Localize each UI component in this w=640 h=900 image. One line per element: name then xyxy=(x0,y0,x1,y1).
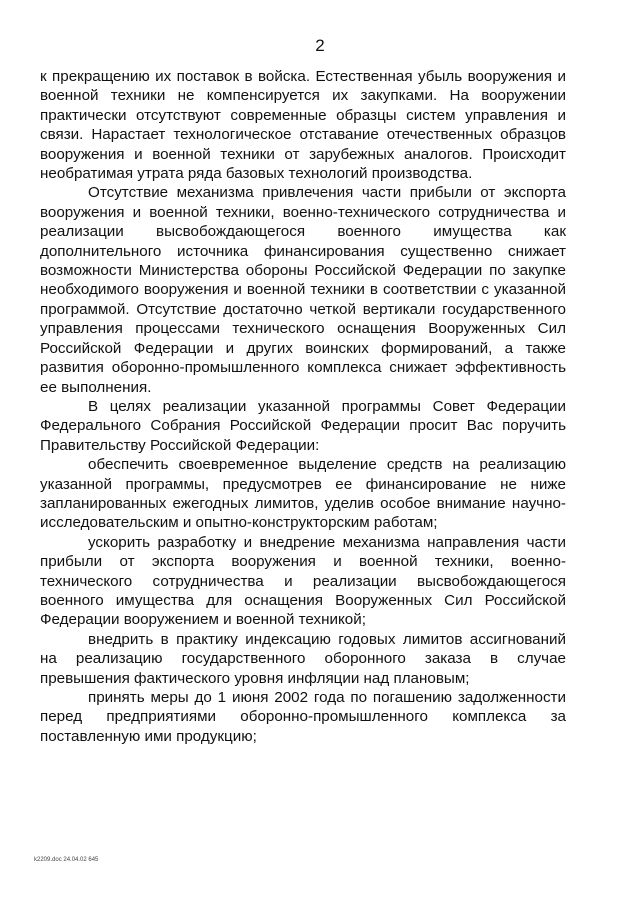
document-body xyxy=(40,67,566,746)
paragraph: к прекращению их поставок в войска. Естественная убыль вооружения и военной техники не компенсируется их закупками. На вооружении практически отсутствуют современные образцы систем управления и связи. Нарастает технологическое отставание отечественных образцов вооружения и военной техники от зарубежных аналогов. Происходит необратимая утрата ряда базовых технологий производства. xyxy=(40,68,566,183)
footer-file-reference: k2209.doc 24.04.02 645 xyxy=(34,857,99,863)
paragraph: внедрить в практику индексацию годовых лимитов ассигнований на реализацию государственного оборонного заказа в случае превышения фактического уровня инфляции над плановым; xyxy=(40,630,566,687)
paragraph: ускорить разработку и внедрение механизма направления части прибыли от экспорта вооружения и военной техники, военно-технического сотрудничества и реализации высвобождающегося военного имущества для оснащения Вооруженных Сил Российской Федерации вооружением и военной техникой; xyxy=(40,533,566,629)
page-number: 2 xyxy=(315,36,325,55)
paragraph: обеспечить своевременное выделение средств на реализацию указанной программы, предусмотрев ее финансирование не ниже запланированных ежегодных лимитов, уделив особое внимание научно-исследовательским и опытно-конструкторским работам; xyxy=(40,456,566,532)
paragraph: Отсутствие механизма привлечения части прибыли от экспорта вооружения и военной техники, военно-технического сотрудничества и реализации высвобождающегося военного имущества как дополнительного источника финансирования существенно снижает возможности Министерства обороны Российской Федерации по закупке необходимого вооружения и военной техники в соответствии с указанной программой. Отсутствие достаточно четкой вертикали государственного управления процессами технического оснащения Вооруженных Сил Российской Федерации и других воинских формирований, а также развития оборонно-промышленного комплекса снижает эффективность ее выполнения. xyxy=(40,184,566,396)
paragraph: принять меры до 1 июня 2002 года по погашению задолженности перед предприятиями оборонно-промышленного комплекса за поставленную ими продукцию; xyxy=(40,689,566,745)
paragraph: В целях реализации указанной программы Совет Федерации Федерального Собрания Российской Федерации просит Вас поручить Правительству Российской Федерации: xyxy=(40,397,566,454)
